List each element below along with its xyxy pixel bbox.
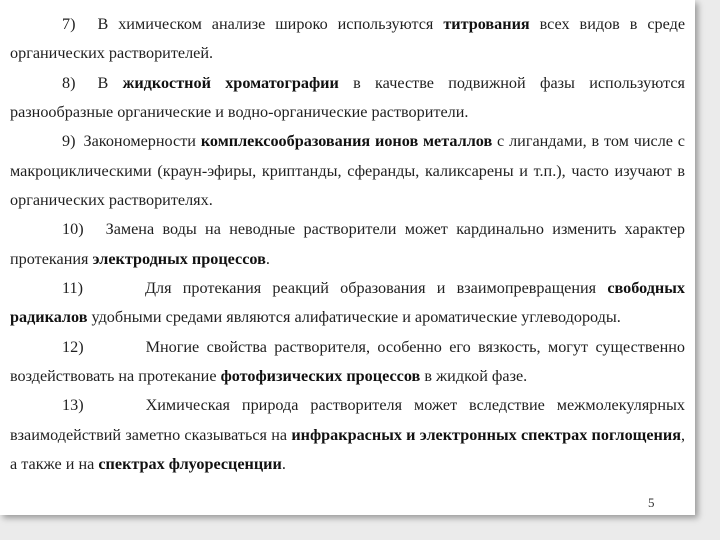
item-term: инфракрасных и электронных спектрах поглощения <box>291 425 681 444</box>
item-term: титрования <box>443 15 530 33</box>
document-text <box>10 10 685 480</box>
item-text: Замена воды на неводные растворители может кардинально изменить характер протекания <box>10 220 685 268</box>
list-item-7 <box>10 10 685 69</box>
list-item-8 <box>10 69 685 128</box>
item-text: удобными средами являются алифатические и ароматические углеводороды. <box>87 308 621 327</box>
item-number: 12) <box>62 337 84 356</box>
item-term: электродных процессов <box>92 249 266 268</box>
item-text: В <box>97 73 123 92</box>
item-term: фотофизических процессов <box>220 367 421 386</box>
item-text: , а также и на <box>10 425 685 474</box>
item-text: . <box>265 249 270 268</box>
item-text: . <box>281 455 286 474</box>
page-number: 5 <box>648 495 655 510</box>
item-number: 9) <box>62 132 76 151</box>
item-term: комплексообразования ионов металлов <box>200 132 493 151</box>
item-term: жидкостной хроматографии <box>122 73 339 92</box>
item-term: спектрах флуоресценции <box>98 455 282 474</box>
item-text: Закономерности <box>83 132 201 151</box>
item-number: 10) <box>62 220 84 239</box>
item-number: 8) <box>62 73 76 92</box>
list-item-13 <box>10 391 685 479</box>
item-text: в качестве подвижной фазы используются разнообразные органические и водно-органические растворители. <box>10 73 685 122</box>
list-item-9 <box>10 127 685 215</box>
item-term: свободных радикалов <box>10 279 685 327</box>
item-text: Химическая природа растворителя может вследствие межмолекулярных взаимодействий заметно сказываться на <box>10 396 685 444</box>
list-item-10 <box>10 215 685 274</box>
item-text: с лигандами, в том числе с макроциклическими (краун-эфиры, криптанды, сферанды, каликсарены и т.п.), часто изучают в органических растворителях. <box>10 132 685 210</box>
item-number: 13) <box>62 396 84 415</box>
item-text: Многие свойства растворителя, особенно его вязкость, могут существенно воздействовать на протекание <box>10 337 685 386</box>
item-number: 11) <box>62 279 83 298</box>
item-text: всех видов в среде органических растворителей. <box>10 15 685 63</box>
item-text: в жидкой фазе. <box>420 367 528 386</box>
list-item-11 <box>10 274 685 333</box>
item-text: Для протекания реакций образования и взаимопревращения <box>144 279 608 298</box>
item-number: 7) <box>62 15 76 33</box>
list-item-12 <box>10 333 685 392</box>
item-text: В химическом анализе широко используются <box>97 15 444 33</box>
